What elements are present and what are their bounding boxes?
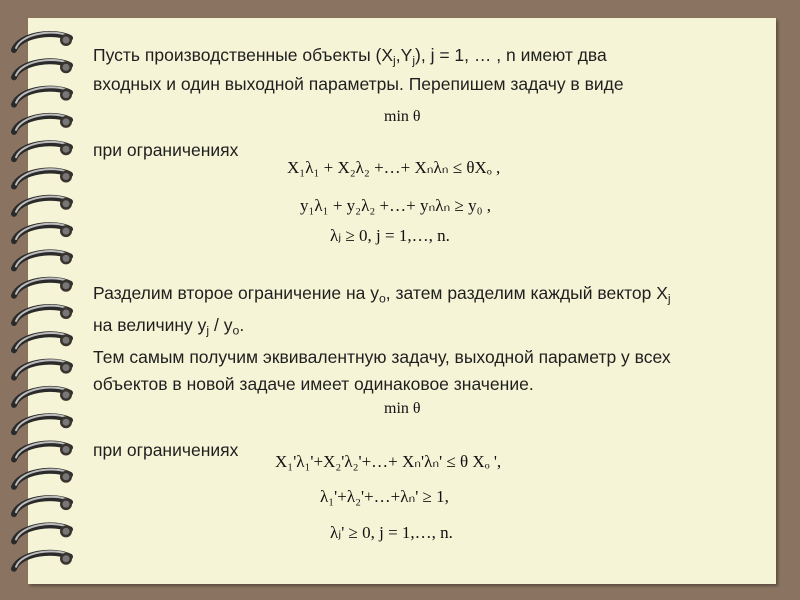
spiral-binding [0, 0, 90, 600]
binding-hole-rim [63, 228, 70, 235]
binding-hole-rim [63, 282, 70, 289]
constraint1-row1: X₁λ₁ + X₂λ₂ +…+ Xₙλₙ ≤ θXₒ , [287, 158, 501, 177]
binding-hole-rim [63, 501, 70, 508]
binding-hole-rim [63, 364, 70, 371]
binding-hole-rim [63, 118, 70, 125]
constraint2-row3: λⱼ' ≥ 0, j = 1,…, n. [330, 523, 453, 542]
binding-hole-rim [63, 200, 70, 207]
para2-line2: на величину $y_j / y_o$. [93, 315, 245, 338]
binding-hole-rim [63, 555, 70, 562]
objective-min-theta-1: min θ [384, 108, 421, 125]
para3-line1: Тем самым получим эквивалентную задачу, выходной параметр у всех [93, 347, 671, 367]
objective-min-theta-2: min θ [384, 400, 421, 417]
binding-hole-rim [63, 528, 70, 535]
binding-hole-rim [63, 473, 70, 480]
para1-line2: входных и один выходной параметры. Перепишем задачу в виде [93, 74, 624, 94]
binding-hole-rim [63, 64, 70, 71]
binding-hole-rim [63, 173, 70, 180]
para1-line1: Пусть производственные объекты $(X_j,Y_j)$, j = 1, … , n имеют два [93, 45, 607, 68]
binding-hole-rim [63, 37, 70, 44]
constraint2-row1: X₁'λ₁'+X₂'λ₂'+…+ Xₙ'λₙ' ≤ θ Xₒ ', [275, 452, 502, 471]
binding-hole-rim [63, 146, 70, 153]
constraint1-row2: y₁λ₁ + y₂λ₂ +…+ yₙλₙ ≥ y₀ , [300, 196, 492, 215]
binding-hole-rim [63, 446, 70, 453]
binding-hole-rim [63, 337, 70, 344]
constraint2-row2: λ₁'+λ₂'+…+λₙ' ≥ 1, [320, 487, 449, 506]
constraint1-row3: λⱼ ≥ 0, j = 1,…, n. [330, 226, 450, 245]
constraints-label-2: при ограничениях [93, 440, 239, 460]
para3-line2: объектов в новой задаче имеет одинаковое значение. [93, 374, 534, 394]
binding-hole-rim [63, 391, 70, 398]
binding-hole-rim [63, 91, 70, 98]
binding-hole-rim [63, 419, 70, 426]
para2-line1: Разделим второе ограничение на $y_o$, затем разделим каждый вектор $X_j$ [93, 283, 671, 306]
binding-hole-rim [63, 255, 70, 262]
constraints-label-1: при ограничениях [93, 140, 239, 160]
binding-hole-rim [63, 310, 70, 317]
